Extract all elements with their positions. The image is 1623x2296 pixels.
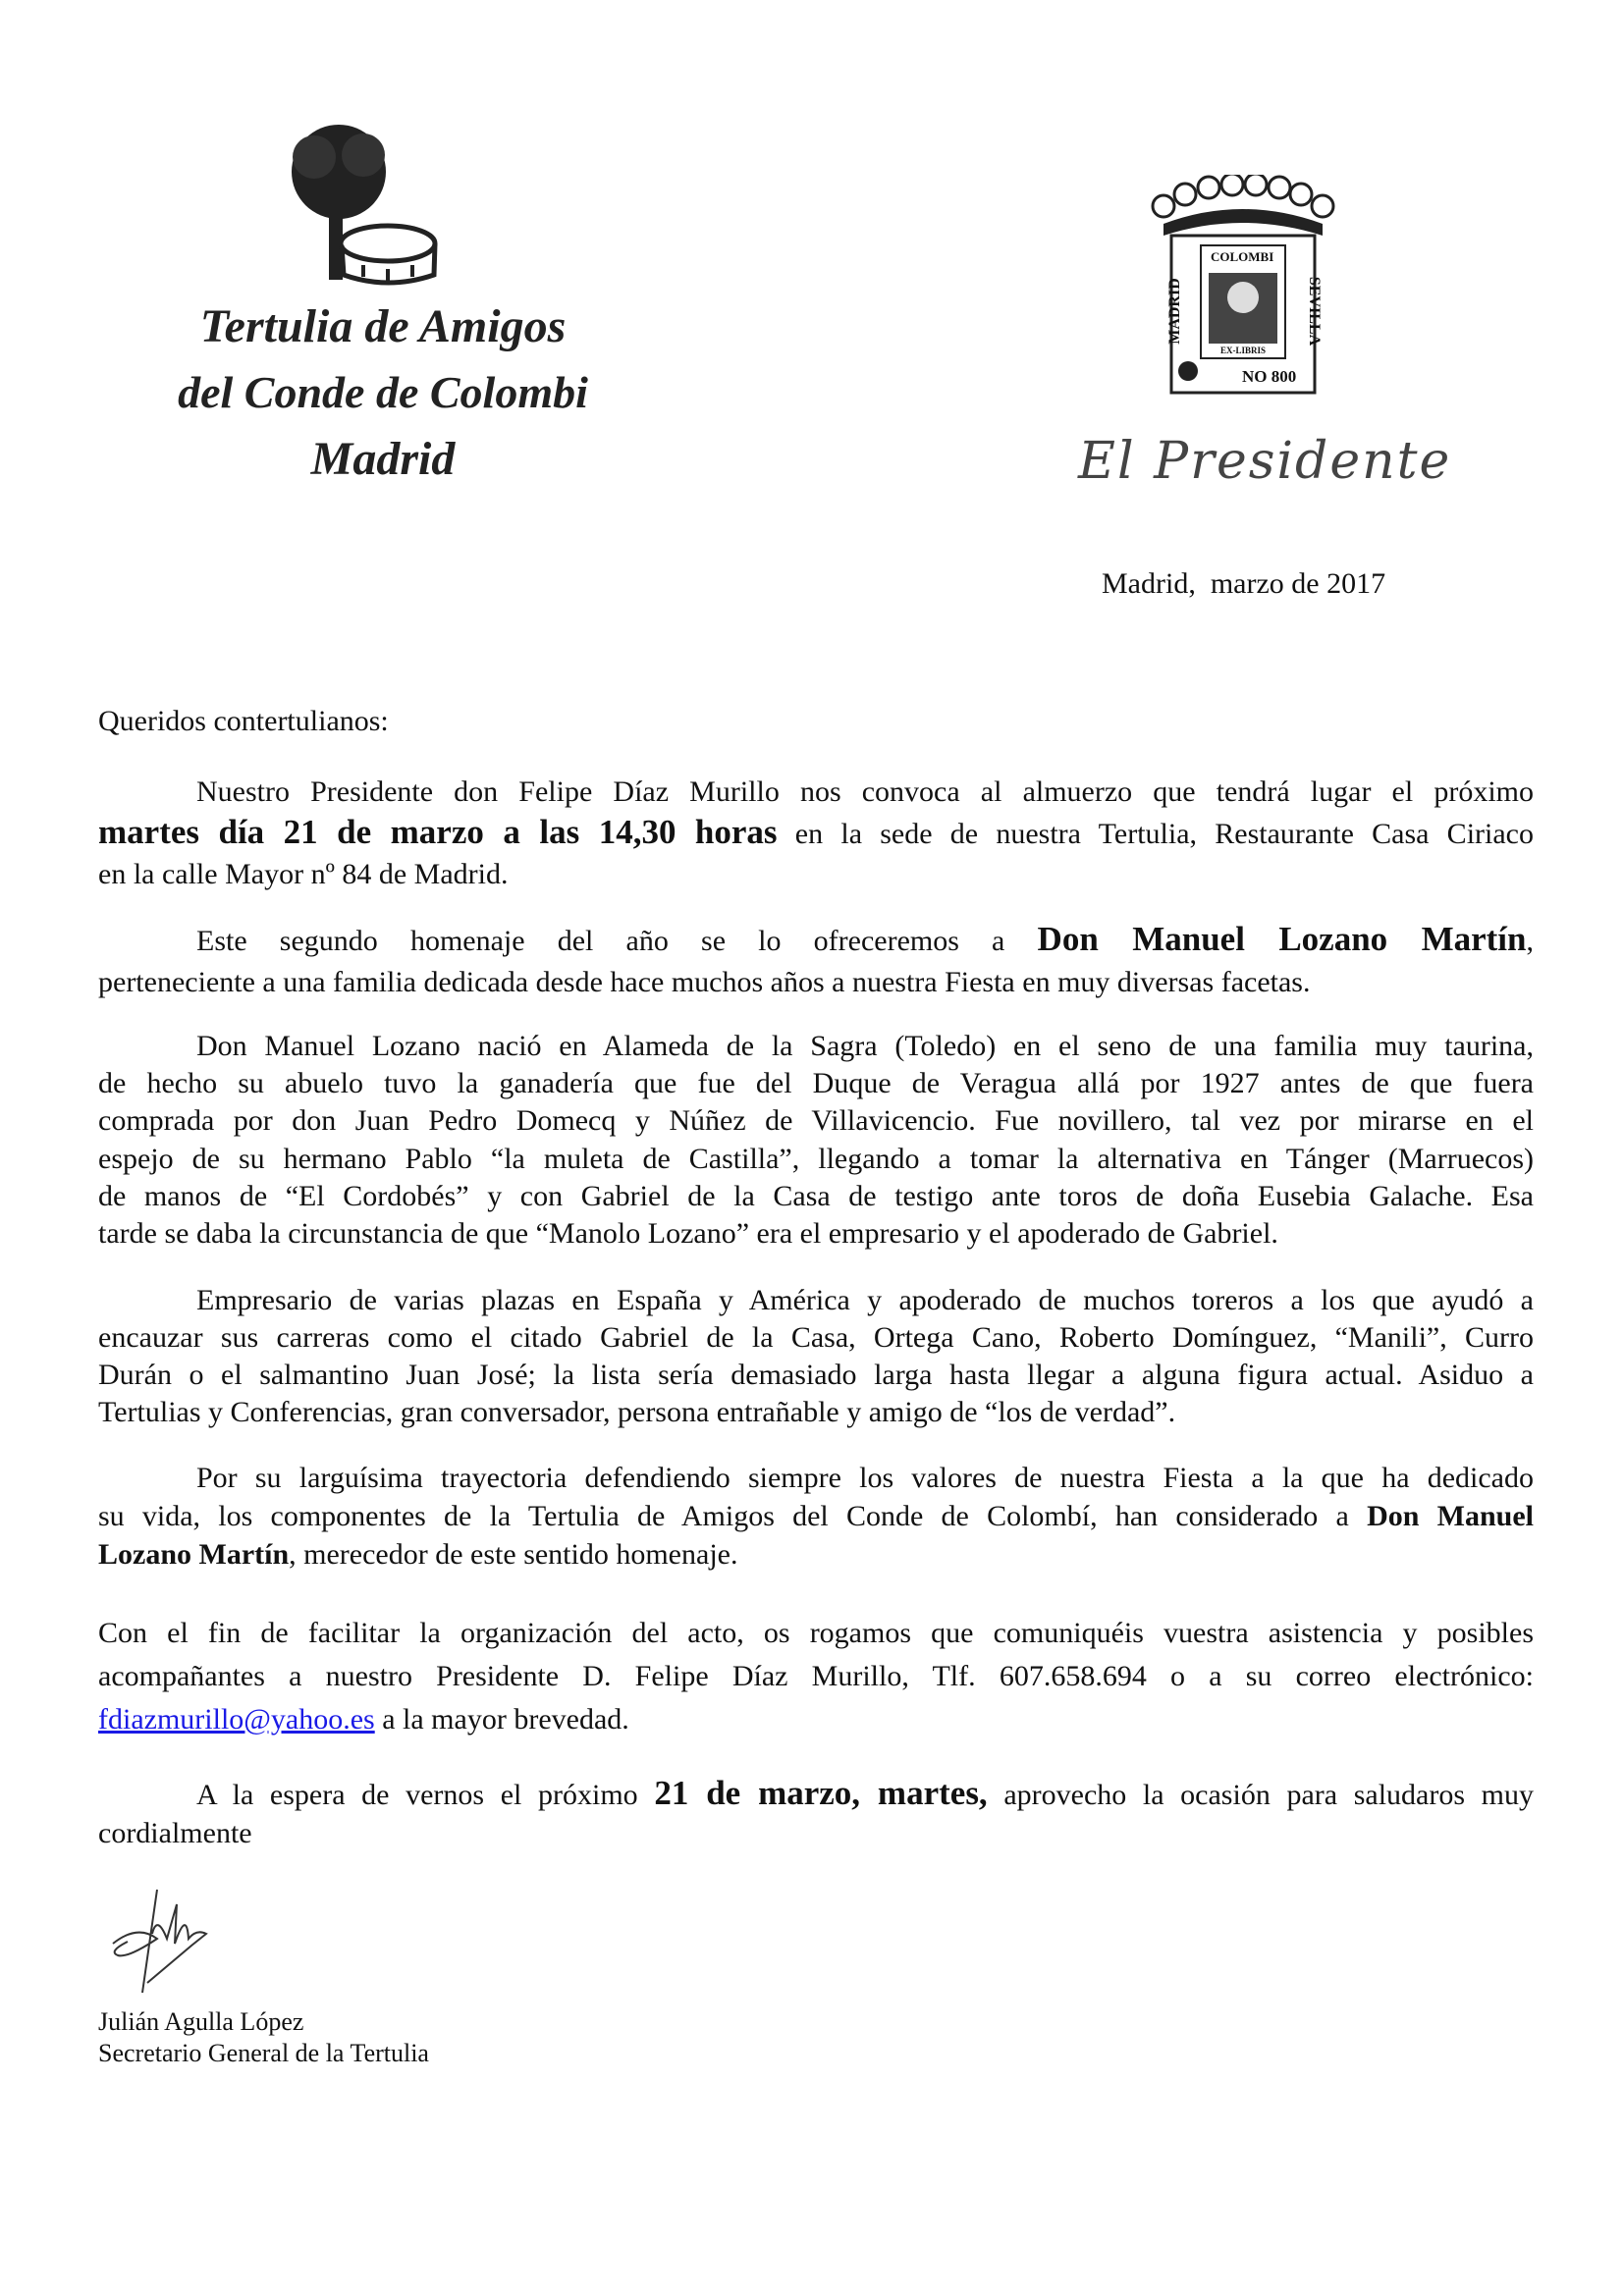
ex-libris-stamp [1144, 175, 1340, 400]
text-line [98, 1459, 1534, 1497]
stamp-left-text: MADRID [1165, 278, 1183, 345]
greeting: Queridos contertulianos: [98, 705, 389, 737]
text-segment: Nuestro Presidente don Felipe Díaz Murillo nos convoca al almuerzo que tendrá lugar el próximo [196, 775, 1534, 808]
emphasis-text: Lozano Martín [98, 1538, 290, 1571]
paragraph [98, 1774, 1534, 1852]
paragraph [98, 1282, 1534, 1431]
logo-line-1: Tertulia de Amigos [199, 300, 567, 352]
text-segment: de hecho su abuelo tuvo la ganadería que fue del Duque de Veragua allá por 1927 antes de que fuera [98, 1067, 1534, 1100]
text-segment: en la sede de nuestra Tertulia, Restaurante Casa Ciriaco [777, 818, 1534, 850]
text-segment: en la calle Mayor nº 84 de Madrid. [98, 858, 509, 890]
stamp-caption: EX-LIBRIS [1220, 346, 1267, 355]
text-line [98, 1612, 1534, 1655]
signer-name: Julián Agulla López [98, 2007, 304, 2036]
text-line [98, 1774, 1534, 1814]
text-line [98, 812, 1534, 854]
email-link[interactable]: fdiazmurillo@yahoo.es [98, 1703, 375, 1735]
emphasis-text: 21 de marzo, martes, [654, 1774, 988, 1812]
emphasis-text: martes día 21 de marzo a las 14,30 horas [98, 813, 778, 851]
text-segment: tarde se daba la circunstancia de que “Manolo Lozano” era el empresario y el apoderado de Gabriel. [98, 1217, 1278, 1251]
text-segment: Tertulias y Conferencias, gran conversador, persona entrañable y amigo de “los de verdad”. [98, 1396, 1176, 1428]
stamp-right-text: SEVILLA [1306, 276, 1324, 347]
text-segment: Don Manuel Lozano nació en Alameda de la Sagra (Toledo) en el seno de una familia muy taurina, [196, 1030, 1534, 1062]
text-segment: Este segundo homenaje del año se lo ofreceremos a [196, 925, 1038, 957]
text-line [98, 1394, 1534, 1431]
tertulia-logo [167, 118, 599, 501]
text-segment: su vida, los componentes de la Tertulia de Amigos del Conde de Colombí, han considerado a [98, 1500, 1368, 1532]
text-line [98, 919, 1534, 962]
text-segment: acompañantes a nuestro Presidente D. Felipe Díaz Murillo, Tlf. 607.658.694 o a su correo electrónico: [98, 1660, 1534, 1692]
text-segment: de manos de “El Cordobés” y con Gabriel de la Casa de testigo ante toros de doña Eusebia Galache. Esa [98, 1179, 1534, 1212]
emphasis-text: Don Manuel Lozano Martín [1037, 920, 1527, 958]
text-line [98, 1141, 1534, 1178]
text-line [98, 1065, 1534, 1102]
text-segment: aprovecho la ocasión para saludaros muy [987, 1779, 1534, 1811]
tree-bullring-icon [167, 118, 599, 294]
text-line [98, 1814, 1534, 1852]
text-segment: cordialmente [98, 1817, 252, 1849]
stamp-number: NO 800 [1242, 367, 1297, 386]
paragraph [98, 1612, 1534, 1741]
text-line [98, 854, 1534, 894]
text-segment: Durán o el salmantino Juan José; la lista sería demasiado larga hasta llegar a alguna figura actual. Asiduo a [98, 1359, 1534, 1391]
text-line [98, 1215, 1534, 1253]
text-line [98, 1535, 1534, 1574]
handwritten-signature [98, 1885, 255, 2002]
text-line [98, 1282, 1534, 1319]
text-segment: espejo de su hermano Pablo “la muleta de Castilla”, llegando a tomar la alternativa en Tánger (Marruecos) [98, 1142, 1534, 1175]
text-segment: Con el fin de facilitar la organización del acto, os rogamos que comuniquéis vuestra asistencia y posibles [98, 1617, 1534, 1649]
text-line [98, 1698, 1534, 1741]
text-line [98, 1028, 1534, 1065]
paragraph [98, 1459, 1534, 1574]
el-presidente-label: El Presidente [1078, 432, 1452, 491]
text-line [98, 1319, 1534, 1357]
logo-line-3: Madrid [310, 433, 456, 485]
text-segment: encauzar sus carreras como el citado Gabriel de la Casa, Ortega Cano, Roberto Domínguez, “Manili”, Curro [98, 1321, 1534, 1354]
text-line [98, 1178, 1534, 1215]
logo-line-2: del Conde de Colombi [178, 367, 588, 417]
emphasis-text: Don Manuel [1367, 1500, 1534, 1532]
text-line [98, 772, 1534, 812]
text-segment: , [1526, 925, 1534, 957]
text-segment: A la espera de vernos el próximo [196, 1779, 655, 1811]
text-segment: comprada por don Juan Pedro Domecq y Núñez de Villavicencio. Fue novillero, tal vez por mirarse en el [98, 1104, 1534, 1138]
text-segment: , merecedor de este sentido homenaje. [289, 1538, 738, 1571]
text-line [98, 1102, 1534, 1140]
text-segment: Por su larguísima trayectoria defendiendo siempre los valores de nuestra Fiesta a la que ha dedicado [196, 1462, 1534, 1494]
text-segment: perteneciente a una familia dedicada desde hace muchos años a nuestra Fiesta en muy diversas facetas. [98, 966, 1311, 998]
text-segment: a la mayor brevedad. [374, 1703, 629, 1735]
text-line [98, 1357, 1534, 1394]
signer-title: Secretario General de la Tertulia [98, 2039, 429, 2067]
paragraph [98, 919, 1534, 1003]
stamp-top-text: COLOMBI [1211, 249, 1274, 264]
text-line [98, 1655, 1534, 1698]
paragraph [98, 1028, 1534, 1253]
paragraph [98, 772, 1534, 894]
date-line: Madrid, marzo de 2017 [1102, 567, 1386, 600]
text-line [98, 962, 1534, 1003]
text-segment: Empresario de varias plazas en España y América y apoderado de muchos toreros a los que ayudó a [196, 1284, 1534, 1316]
text-line [98, 1497, 1534, 1535]
